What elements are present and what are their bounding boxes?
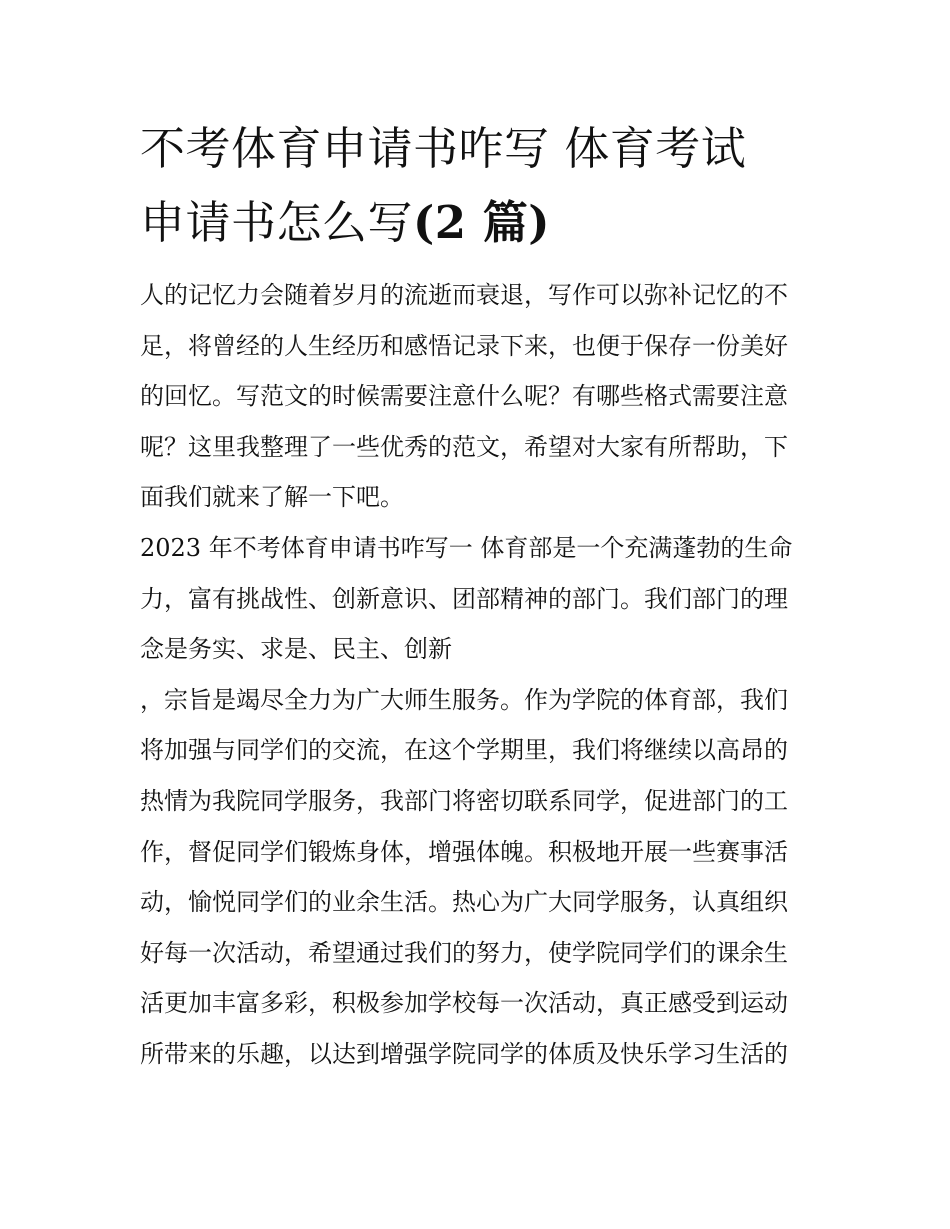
text-line: 活更加丰富多彩，积极参加学校每一次活动，真正感受到运动 bbox=[140, 989, 788, 1018]
text-line: 念是务实、求是、民主、创新 bbox=[140, 635, 452, 664]
text-line: 2023 年不考体育申请书咋写一 体育部是一个充满蓬勃的生命 bbox=[140, 533, 793, 562]
document-title bbox=[140, 112, 812, 260]
text-line: 动，愉悦同学们的业余生活。热心为广大同学服务，认真组织 bbox=[140, 888, 788, 917]
intro-paragraph bbox=[140, 270, 812, 523]
title-count: (2 篇) bbox=[413, 196, 551, 249]
text-line: 所带来的乐趣，以达到增强学院同学的体质及快乐学习生活的 bbox=[140, 1039, 788, 1068]
title-line bbox=[140, 186, 812, 260]
text-line: 作，督促同学们锻炼身体，增强体魄。积极地开展一些赛事活 bbox=[140, 837, 788, 866]
document-page bbox=[140, 112, 812, 1080]
body-paragraph bbox=[140, 675, 812, 1080]
section-paragraph bbox=[140, 523, 812, 675]
text-line: 将加强与同学们的交流，在这个学期里，我们将继续以高昂的 bbox=[140, 736, 788, 765]
text-line: 足，将曾经的人生经历和感悟记录下来，也便于保存一份美好 bbox=[140, 331, 788, 360]
document-body bbox=[140, 270, 812, 1080]
text-line: 人的记忆力会随着岁月的流逝而衰退，写作可以弥补记忆的不 bbox=[140, 281, 788, 309]
text-line: 的回忆。写范文的时候需要注意什么呢？有哪些格式需要注意 bbox=[140, 382, 788, 411]
title-line: 不考体育申请书咋写 体育考试 bbox=[140, 122, 747, 175]
text-line: ，宗旨是竭尽全力为广大师生服务。作为学院的体育部，我们 bbox=[140, 685, 788, 714]
text-line: 面我们就来了解一下吧。 bbox=[140, 483, 404, 512]
text-line: 热情为我院同学服务，我部门将密切联系同学，促进部门的工 bbox=[140, 786, 788, 815]
text-line: 呢？这里我整理了一些优秀的范文，希望对大家有所帮助，下 bbox=[140, 432, 788, 461]
title-text: 申请书怎么写 bbox=[140, 196, 414, 249]
text-line: 好每一次活动，希望通过我们的努力，使学院同学们的课余生 bbox=[140, 938, 788, 967]
text-line: 力，富有挑战性、创新意识、团部精神的部门。我们部门的理 bbox=[140, 584, 788, 613]
